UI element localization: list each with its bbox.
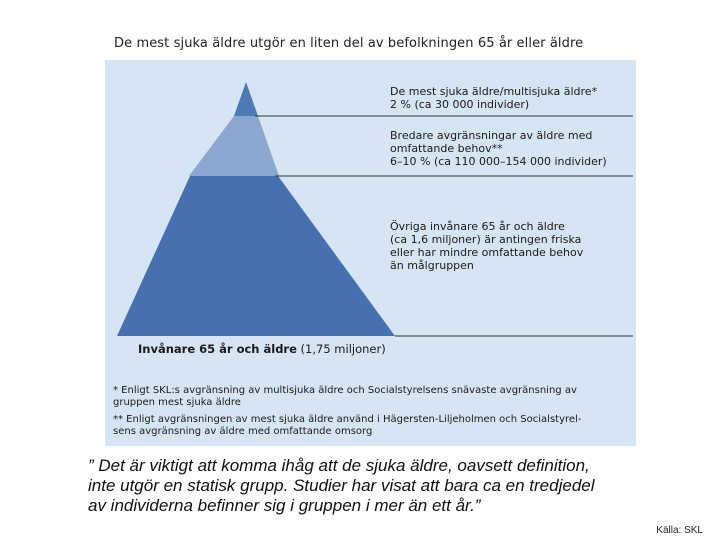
quote-line: ” Det är viktigt att komma ihåg att de sjuka äldre, oavsett definition, xyxy=(88,456,590,475)
quote-text xyxy=(88,456,648,516)
footnote-line: gruppen mest sjuka äldre xyxy=(113,397,241,408)
footnote-line: sens avgränsning av äldre med omfattande omsorg xyxy=(113,426,373,437)
level-label-line: De mest sjuka äldre/multisjuka äldre* xyxy=(390,85,598,98)
level-label-line: Övriga invånare 65 år och äldre xyxy=(390,220,565,233)
footnote-line: * Enligt SKL:s avgränsning av multisjuka äldre och Socialstyrelsens snävaste avgränsning av xyxy=(113,385,577,396)
base-label-rest: (1,75 miljoner) xyxy=(296,342,386,356)
level-label-line: eller har mindre omfattande behov xyxy=(390,246,584,259)
base-label-bold: Invånare 65 år och äldre xyxy=(138,342,297,356)
level-label-line: omfattande behov** xyxy=(390,142,503,155)
level-label-line: än målgruppen xyxy=(390,259,474,272)
level-label-line: 6–10 % (ca 110 000–154 000 individer) xyxy=(390,155,607,168)
level-label-line: (ca 1,6 miljoner) är antingen friska xyxy=(390,233,582,246)
page-title: De mest sjuka äldre utgör en liten del av befolkningen 65 år eller äldre xyxy=(114,36,584,51)
quote-line: av individerna befinner sig i gruppen i mer än ett år.” xyxy=(88,496,481,515)
quote-line: inte utgör en statisk grupp. Studier har visat att bara ca en tredjedel xyxy=(88,476,595,495)
pyramid-figure xyxy=(105,60,636,446)
level-label-line: 2 % (ca 30 000 individer) xyxy=(390,98,530,111)
level-label-line: Bredare avgränsningar av äldre med xyxy=(390,129,593,142)
level-label-top xyxy=(390,85,597,111)
level-label-middle xyxy=(390,129,607,168)
footnote-line: ** Enligt avgränsningen av mest sjuka äldre använd i Hägersten-Liljeholmen och Socialstyrel- xyxy=(113,414,582,425)
level-label-bottom xyxy=(390,220,583,272)
source-credit: Källa: SKL xyxy=(656,525,703,536)
pyramid-base-label xyxy=(138,342,386,356)
